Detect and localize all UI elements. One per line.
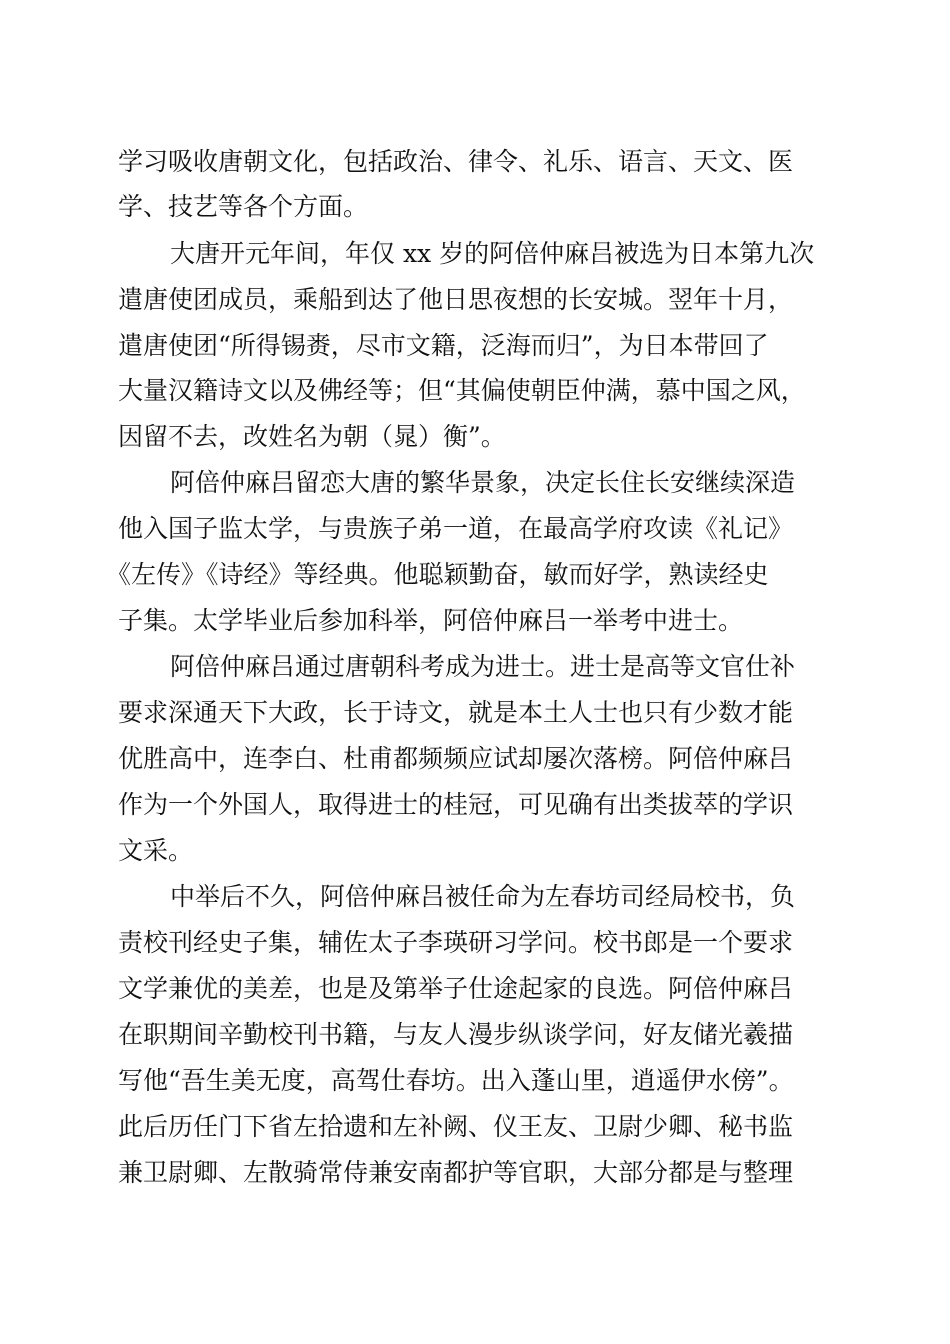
line-text: 《左传》《诗经》等经典。他聪颖勤奋，敏而好学，熟读经史 <box>106 560 769 589</box>
line-text: 阿倍仲麻吕留恋大唐的繁华景象，决定长住长安继续深造 <box>170 468 796 497</box>
text-line <box>0 417 950 457</box>
text-line <box>0 1107 950 1147</box>
text-line <box>0 969 950 1009</box>
line-text: 责校刊经史子集，辅佐太子李瑛研习学问。校书郎是一个要求 <box>118 928 794 957</box>
text-line <box>0 785 950 825</box>
line-text: 要求深通天下大政，长于诗文，就是本土人士也只有少数才能 <box>118 698 794 727</box>
text-line <box>0 1015 950 1055</box>
text-line <box>0 187 950 227</box>
line-text: 大量汉籍诗文以及佛经等；但“其偏使朝臣仲满，慕中国之风， <box>118 376 806 405</box>
text-line <box>0 463 950 503</box>
line-text: 此后历任门下省左拾遗和左补阙、仪王友、卫尉少卿、秘书监 <box>118 1112 794 1141</box>
line-text: 大唐开元年间，年仅 xx 岁的阿倍仲麻吕被选为日本第九次 <box>170 239 815 268</box>
line-text: 优胜高中，连李白、杜甫都频频应试却屡次落榜。阿倍仲麻吕 <box>118 744 794 773</box>
text-line <box>0 234 950 274</box>
text-line <box>0 555 950 595</box>
text-line <box>0 509 950 549</box>
line-text: 中举后不久，阿倍仲麻吕被任命为左春坊司经局校书，负 <box>170 882 796 911</box>
text-line <box>0 693 950 733</box>
text-line <box>0 142 950 182</box>
text-line <box>0 326 950 366</box>
line-text: 子集。太学毕业后参加科举，阿倍仲麻吕一举考中进士。 <box>118 606 744 635</box>
line-text: 因留不去，改姓名为朝（晁）衡”。 <box>118 422 506 451</box>
text-line <box>0 647 950 687</box>
line-text: 作为一个外国人，取得进士的桂冠，可见确有出类拔萃的学识 <box>118 790 794 819</box>
text-line <box>0 601 950 641</box>
line-text: 文学兼优的美差，也是及第举子仕途起家的良选。阿倍仲麻吕 <box>118 974 794 1003</box>
text-line <box>0 831 950 871</box>
line-text: 在职期间辛勤校刊书籍，与友人漫步纵谈学问，好友储光羲描 <box>118 1020 794 1049</box>
text-line <box>0 280 950 320</box>
line-text: 学习吸收唐朝文化，包括政治、律令、礼乐、语言、天文、医 <box>118 147 794 176</box>
text-line <box>0 1061 950 1101</box>
text-line <box>0 1153 950 1193</box>
line-text: 文采。 <box>118 836 194 865</box>
line-text: 阿倍仲麻吕通过唐朝科考成为进士。进士是高等文官仕补 <box>170 652 796 681</box>
line-text: 遣唐使团成员，乘船到达了他日思夜想的长安城。翌年十月， <box>118 285 794 314</box>
line-text: 他入国子监太学，与贵族子弟一道，在最高学府攻读《礼记》 <box>118 514 794 543</box>
text-line <box>0 739 950 779</box>
text-line <box>0 371 950 411</box>
line-text: 兼卫尉卿、左散骑常侍兼安南都护等官职，大部分都是与整理 <box>118 1158 794 1187</box>
line-text: 遣唐使团“所得锡赉，尽市文籍，泛海而归”，为日本带回了 <box>118 331 769 360</box>
text-line <box>0 923 950 963</box>
text-line <box>0 877 950 917</box>
line-text: 写他“吾生美无度，高驾仕春坊。出入蓬山里，逍遥伊水傍”。 <box>118 1066 794 1095</box>
line-text: 学、技艺等各个方面。 <box>118 192 369 221</box>
